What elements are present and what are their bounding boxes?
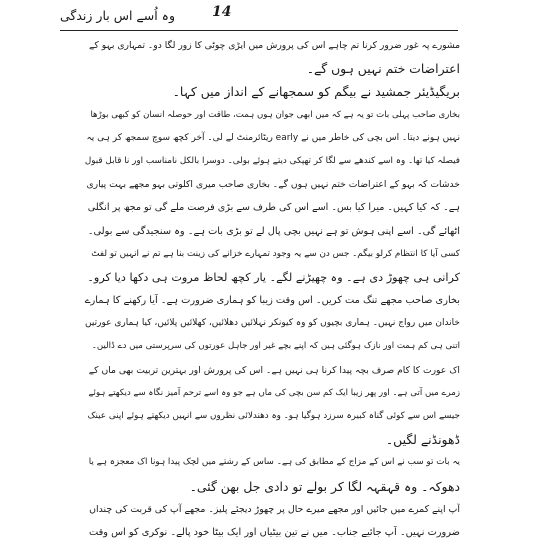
text-line: فیصلہ کیا تھا۔ وہ اسے کندھے سے لگا کر تھپکی دیتے ہوئے بولی۔ دوسرا بالکل نامناسب اور نا قابل قبول bbox=[84, 155, 460, 166]
running-title: وہ اُسے اس بار زندگی bbox=[60, 8, 176, 23]
text-line: ضرورت نہیں۔ آپ جائیے جناب۔ میں نے تین بیٹیاں اور ایک بیٹا خود پالے۔ نوکری کو اس وقت bbox=[88, 526, 460, 538]
text-line: یہ بات تو سب نے اس کے مزاج کے مطابق کی ہے۔ ساس کے رشتے میں لچک پیدا ہونا اک معجزہ ہے یا bbox=[88, 457, 460, 468]
text-line: دھوکہ۔ وہ قہقہہ لگا کر بولے تو دادی جل بھن گئی۔ bbox=[189, 478, 460, 494]
text-line: بخاری صاحب مجھے تنگ مت کریں۔ اس وقت زیبا کو ہماری ضرورت ہے۔ آیا رکھنے کا ہمارے bbox=[84, 295, 460, 307]
text-line: خاندان میں رواج نہیں۔ ہماری بچیوں کو وہ کیونکر نہلائیں دھلائیں، کھلائیں پلائیں، کیا ہماری عورتیں bbox=[85, 318, 460, 329]
text-line: اعتراضات ختم نہیں ہوں گے۔ bbox=[306, 61, 460, 77]
text-line: آپ اپنے کمرے میں جائیں اور مجھے میرے حال پر چھوڑ دیجئے پلیز۔ مجھے آپ کی قربت کی چنداں bbox=[89, 503, 460, 515]
page-number: 14 bbox=[212, 4, 232, 20]
text-line: مشورے پہ غور ضرور کرنا تم چاہے اس کی پرورش میں ایڑی چوٹی کا زور لگا دو۔ تمہاری بہو کے bbox=[89, 40, 460, 51]
text-line: اک عورت کا کام صرف بچہ پیدا کرنا ہی نہیں ہے۔ اس کی پرورش اور بہترین تربیت بھی ماں کے bbox=[88, 364, 460, 376]
text-line: اٹھائے گی۔ اسے اپنی ہوش تو ہے نہیں بچی پال لے تو بڑی بات ہے۔ وہ سنجیدگی سے بولی۔ bbox=[87, 225, 460, 237]
body-text bbox=[84, 34, 460, 544]
text-line: بریگیڈیئر جمشید نے بیگم کو سمجھانے کے انداز میں کہا۔ bbox=[172, 84, 460, 100]
text-line: کسی آیا کا انتظام کرلو بیگم۔ جس دن سے یہ وجود تمہارے خزانے کی زینت بنا ہے تم نے انہیں تو لفٹ bbox=[91, 248, 460, 259]
header-divider bbox=[60, 30, 458, 31]
text-line: جیسے اس سے کوئی گناہ کبیرہ سرزد ہوگیا ہو۔ وہ دھندلائی نظروں سے انہیں دیکھتے ہوئے اپنی عینک bbox=[87, 411, 460, 421]
text-line: اتنی ہی کم ہمت اور نازک ہوگئی ہیں کہ اپنے بچے غیر اور جاہل عورتوں کی سرپرستی میں دے ڈالیں۔ bbox=[91, 341, 460, 352]
text-line: ڈھونڈنے لگیں۔ bbox=[385, 432, 460, 448]
text-line: بخاری صاحب پہلی بات تو یہ ہے کہ میں ابھی جوان ہوں ہمت، طاقت اور حوصلہ انسان کو کبھی بوڑھا bbox=[90, 109, 460, 120]
text-line: خدشات کہ بہو کے اعتراضات ختم نہیں ہوں گے۔ بخاری صاحب میری اکلوتی بہو مجھے بہت پیاری bbox=[86, 179, 460, 191]
text-line: ہے۔ کہ کیا کہیں۔ میرا کیا بس۔ اسے اس کی طرف سے بڑی فرصت ملے گی تو مجھ پر انگلی bbox=[87, 202, 460, 214]
text-line: کرانی ہی چھوڑ دی ہے۔ وہ چھیڑنے لگے۔ یار کچھ لحاظ مروت ہی دکھا دیا کرو۔ bbox=[87, 270, 460, 284]
text-line: نہیں ہونے دیتا۔ اس بچی کی خاطر میں نے early ریٹائرمنٹ لے لی۔ آخر کچھ سوچ سمجھ کر ہی یہ bbox=[86, 132, 460, 143]
page-header bbox=[60, 4, 460, 36]
text-line: زمرے میں آتی ہے۔ اور پھر زیبا ایک کم سن بچی کی ماں ہے جو وہ اسے ترحم آمیز نگاہ سے دیکھتے ہوئے bbox=[88, 387, 460, 398]
